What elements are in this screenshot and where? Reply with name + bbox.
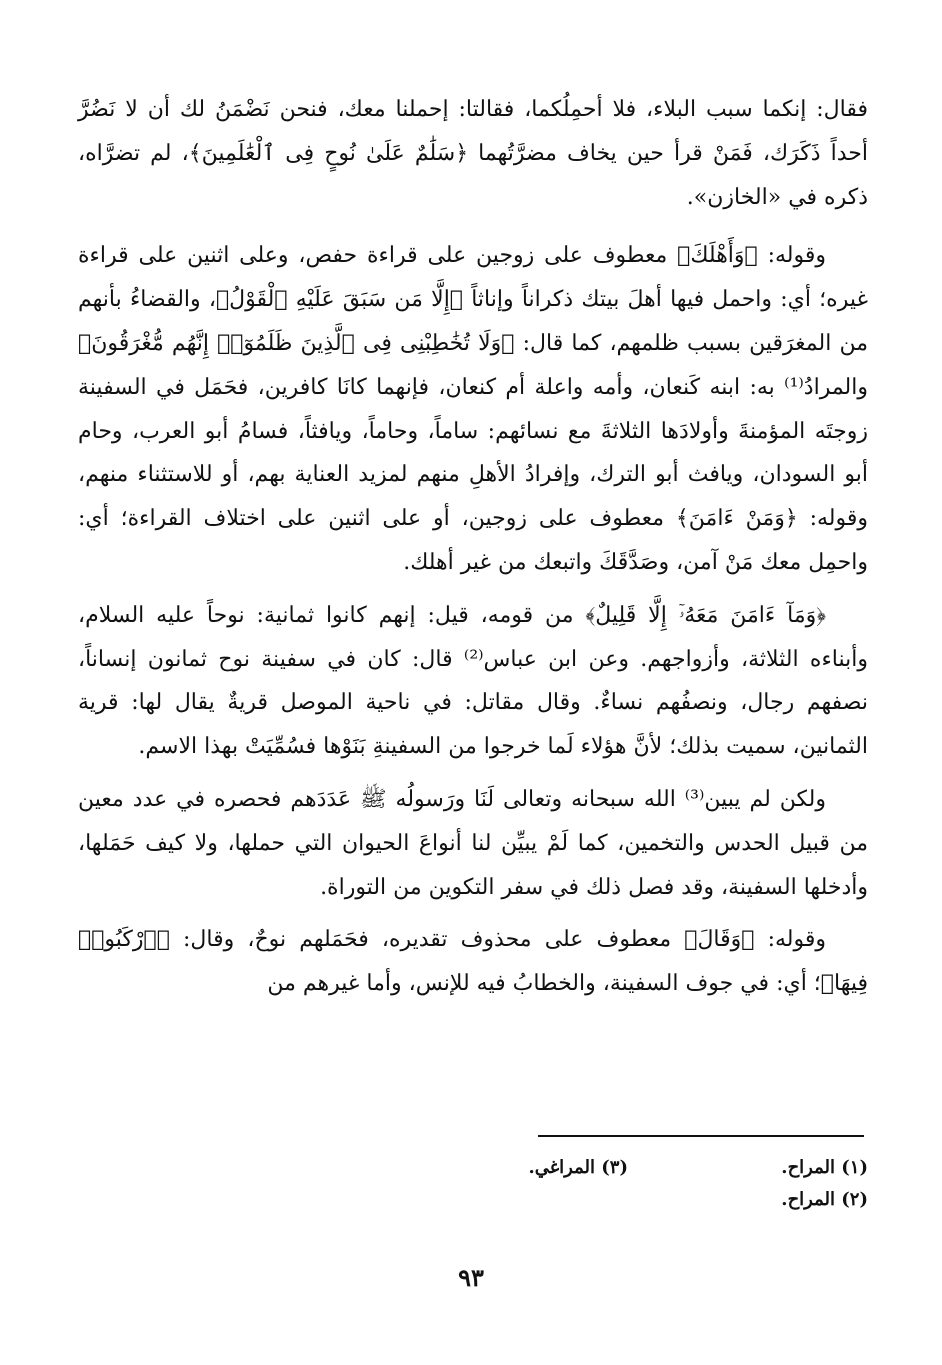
- paragraph-5: وقوله: ﴿وَقَالَ﴾ معطوف على محذوف تقديره، فحَمَلهم نوحٌ، وقال: ﴿ٱرْكَبُوا۟ فِيهَا﴾؛ أي: في جوف السفينة، والخطابُ فيه للإنس، وأما غيرهم من: [78, 927, 868, 997]
- paragraph-2: وقوله: ﴿وَأَهْلَكَ﴾ معطوف على زوجين على قراءة حفص، وعلى اثنين على قراءة غيره؛ أي: واحمل فيها أهلَ بيتك ذكراناً وإناثاً ﴿إِلَّا مَن سَبَقَ عَلَيْهِ ٱلْقَوْلُ﴾، والقضاءُ بأنهم من المغرَقين بسبب ظلمهم، كما قال: ﴿وَلَا تُخَٰطِبْنِى فِى ٱلَّذِينَ ظَلَمُوٓا۟ إِنَّهُم مُّغْرَقُونَ﴾ والمرادُ⁽¹⁾ به: ابنه كَنعان، وأمه واعلة أم كنعان، فإنهما كانَا كافرين، فحَمَل في السفينة زوجتَه المؤمنةَ وأولادَها الثلاثةَ مع نسائهم: ساماً، وحاماً، ويافثاً، فسامُ أبو العرب، وحام أبو السودان، ويافث أبو الترك، وإفرادُ الأهلِ منهم لمزيد العناية بهم، أو للاستثناء منهم، وقوله: ﴿وَمَنْ ءَامَنَ﴾ معطوف على زوجين، أو على اثنين على اختلاف القراءة؛ أي: واحمِل معك مَنْ آمن، وصَدَّقَكَ واتبعك من غير أهلك.: [78, 243, 868, 575]
- page-body: [78, 88, 868, 1006]
- footnote-divider: [538, 1135, 864, 1137]
- footnote-row-2: [78, 1184, 868, 1216]
- footnote-3: (٣) المراغي.: [528, 1157, 628, 1178]
- paragraph-4: ولكن لم يبين⁽³⁾ الله سبحانه وتعالى لَنَا ورَسولُه ﷺ عَدَدَهم فحصره في عدد معين من قبيل الحدس والتخمين، كما لَمْ يبيِّن لنا أنواعَ الحيوان التي حملها، ولا كيف حَمَلها، وأدخلها السفينة، وقد فصل ذلك في سفر التكوين من التوراة.: [78, 786, 868, 900]
- footnotes: [78, 1152, 868, 1216]
- footnote-row-1: [78, 1152, 868, 1184]
- footnote-2: (٢) المراح.: [781, 1189, 868, 1210]
- page-number: ٩٣: [458, 1263, 484, 1292]
- paragraph-3: ﴿وَمَآ ءَامَنَ مَعَهُۥٓ إِلَّا قَلِيلٌ﴾ من قومه، قيل: إنهم كانوا ثمانية: نوحاً عليه السلام، وأبناءه الثلاثة، وأزواجهم. وعن ابن عباس⁽²⁾ قال: كان في سفينة نوح ثمانون إنساناً، نصفهم رجال، ونصفُهم نساءٌ. وقال مقاتل: في ناحية الموصل قريةٌ يقال لها: قرية الثمانين، سميت بذلك؛ لأنَّ هؤلاء لَما خرجوا من السفينةِ بَنَوْها فسُمِّيَتْ بهذا الاسم.: [78, 602, 868, 760]
- footnote-1: (١) المراح.: [781, 1157, 868, 1178]
- paragraph-1: فقال: إنكما سبب البلاء، فلا أحمِلُكما، فقالتا: إحملنا معك، فنحن نَضْمَنُ لك أن لا نَضُرَّ أحداً ذَكَرَك، فَمَنْ قرأ حين يخاف مضرَّتُهما ﴿سَلَٰمٌ عَلَىٰ نُوحٍ فِى ٱلْعَٰلَمِينَ﴾، لم تضرَّاه، ذكره في «الخازن».: [78, 97, 868, 210]
